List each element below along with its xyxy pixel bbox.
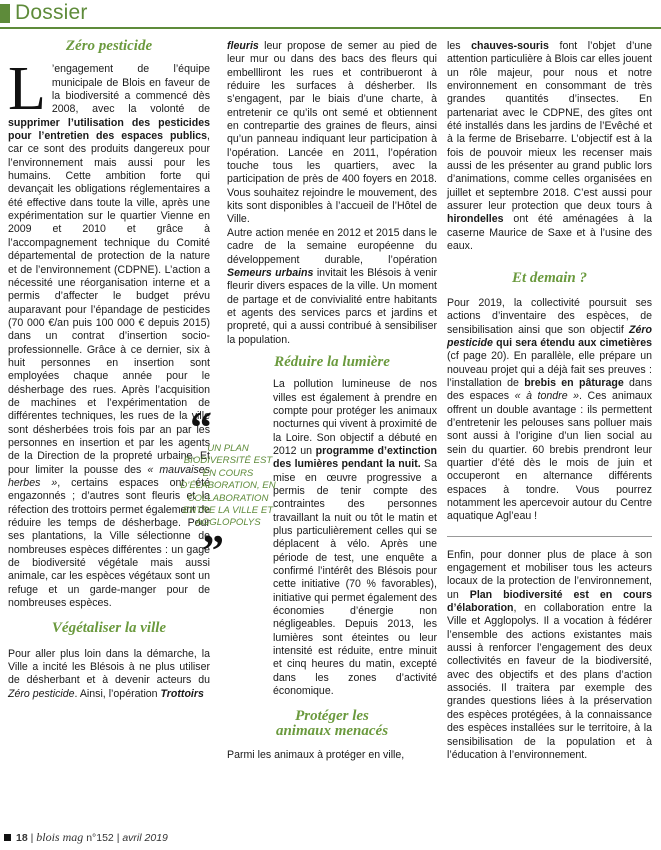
paragraph-proteger: Parmi les animaux à protéger en ville, [227,748,405,761]
section-marker-icon [0,4,10,23]
heading-vegetaliser: Végétaliser la ville [51,620,167,637]
column-1 [8,40,210,701]
section-title: Dossier [15,1,88,24]
footer-square-icon [4,834,11,841]
page-footer: 18 | blois mag n°152 | avril 2019 [0,829,661,850]
header-divider [0,27,661,29]
paragraph-vegetaliser: Pour aller plus loin dans la démarche, la Ville a incité les Blésois à ne plus utiliser de désherbant et à devenir acteurs du Zéro pesticide. Ainsi, l’opération Trottoirs [8,647,210,700]
issue-number: n°152 [86,832,114,844]
paragraph-semeurs: Autre action menée en 2012 et 2015 dans le cadre de la semaine européenne du développement durable, l’opération Semeurs urbains invitait les Blésois à venir fleurir divers espaces de la ville. Un moment de partage et de convivialité entre habitants et agents des services parcs et jardins et propreté, qui a aussi contribué à sensibiliser la population. [227,226,437,346]
close-quote-icon: ” [202,525,224,575]
paragraph-trottoirs: fleuris leur propose de semer au pied de leur mur ou dans des bacs des fleurs qui embellliront les rues et contribueront à réduire les surfaces à désherber. Ils s’engagent, par le biais d’une charte, à entretenir ce qu’ils ont semé et obtiennent en contrepartie des graines de fleurs, ainsi qu’un panneau indiquant leur participation à l’opération. Lancée en 2011, l’opération touche tous les quartiers, avec la participation de près de 400 foyers en 2018. Vous souhaitez rejoindre le mouvement, des kits sont disponibles à l’accueil de l’Hôtel de Ville. [227,40,437,226]
paragraph-chauves-souris: les chauves-souris font l’objet d’une attention particulière à Blois car elles jouent un rôle majeur, pour nous et notre environnement en consommant de très grandes quantités d’insectes. En partenariat avec le CDPNE, des gîtes ont été installés dans les jardins de l’Evêché et à la ferme de Brisebarre. L’objectif est à la fois de pouvoir mieux les recenser mais aussi de les présenter au grand public lors d’animations, comme celles organisées en juillet et septembre 2018. C’est aussi pour assurer leur protection que deux tours à hirondelles ont été aménagées à la caserne Maurice de Saxe et à l’usine des eaux. [447,40,652,253]
drop-cap: L [8,55,46,124]
heading-reduire-lumiere: Réduire la lumière [274,353,390,370]
heading-zero-pesticide: Zéro pesticide [65,38,153,54]
pull-quote-text: UN PLAN BIODIVERSITÉ EST EN COURS D’ÉLABORATION, EN COLLABORATION ENTRE LA VILLE ET AGGLOPOLYS [180,443,276,529]
column-3 [447,40,652,762]
heading-et-demain: Et demain ? [511,269,587,286]
column-2 [227,40,437,762]
open-quote-icon: “ [190,403,212,452]
paragraph-zero-pesticide: L ’engagement de l’équipe municipale de Blois en faveur de la biodiversité a commencé dès 2008, avec la volonté de supprimer l’utilisation des pesticides pour l’entretien des espaces publics, car ce sont des produits dangereux pour l’environnement mais aussi pour les humains. Cette ambition forte qui devançait les obligations réglementaires a été effective dans toute la ville, après une expérimentation sur le quartier Vienne en 2009 et 2010 et grâce à l’accompagnement technique du Comité départemental de protection de la nature et de l’environnement (CDPNE). L’action a nécessité une réorganisation interne et a permis d’affecter le budget prévu auparavant pour l’épandage de pesticides (70 000 €/an puis 100 000 € depuis 2015) dans un contrat d’insertion socio-professionnelle. Grâce à ce dernier, six à huit personnes en insertion sont employées chaque année pour le désherbage des rues. Après l’acquisition de machines et l’expérimentation de différentes techniques, les rues de la ville sont désherbées trois fois par an par les personnes en insertion et par les agents de la Direction de la propreté urbaine. Et pour limiter la pousse des « mauvaises herbes », certains espaces ont été engazonnés ; d’autres sont fleuris et la réfection des trottoirs permet également de réduire les temps de désherbage. Pour ses plantations, la Ville sélectionne de nombreuses espèces différentes : un gage de biodiversité végétale mais aussi animale, car les espèces végétaux sont un refuge et un garde-manger pour de nombreuses espèces. [8,55,210,610]
page-number: 18 [16,832,28,844]
paragraph-plan-biodiversite: Enfin, pour donner plus de place à son engagement et mobiliser tous les acteurs locaux de la protection de l’environnement, un Plan biodiversité est en cours d’élaboration, en collaboration entre la Ville et Agglopolys. Il a vocation à fédérer l’ensemble des actions existantes mais aussi à renforcer l’engagement des deux collectivités en faveur de la biodiversité, avec des objectifs et des plans d’action associés. Il traitera par exemple des grandes questions liées à la préservation des espèces protégées, à la connaissance des espèces installées sur le territoire, à la sensibilisation de la population et à l’éducation à l’environnement. [447,548,652,761]
section-header [0,0,661,28]
paragraph-lumiere: La pollution lumineuse de nos villes est également à prendre en compte pour protéger les animaux nocturnes qui vivent à proximité de la Loire. Son objectif a débuté en 2012 un programme d’extinction des lumières pendant la nuit. Sa mise en œuvre progressive a permis de tenir compte des contraintes des personnes travaillant la nuit ou tôt le matin et plus particulièrement celles qui se déplacent à vélo. Après une période de test, une enquête a confirmé l’intérêt des Blésois pour cette initiative (70 % favorables), initiative qui permet également des économies d’énergie non négligeables. Depuis 2013, les lumières sont éteintes ou leur intensité est réduite, entre minuit et cinq heures du matin, excepté dans les zones d’activité économique. [273,378,437,698]
issue-date: avril 2019 [122,832,168,844]
heading-proteger: Protéger les animaux menacés [275,707,389,739]
paragraph-et-demain: Pour 2019, la collectivité poursuit ses actions d’inventaire des espèces, de sensibilisation ainsi que son objectif Zéro pesticide qui sera étendu aux cimetières (cf page 20). En parallèle, elle prépare un nouveau projet qui a déjà fait ses preuves : l’installation de brebis en pâturage dans des espaces « à tondre ». Ces animaux offrent un double avantage : ils permettent d’entretenir les pelouses sans polluer mais sont aussi à l’origine d’un lien social au sein du quartier. 60 brebis prendront leur quartier d’été dès le mois de juin et occuperont en alternance différents espaces à tondre. Vous pourrez notamment les apercevoir autour du Centre aquatique Agl’eau ! [447,296,653,523]
magazine-name: blois mag [36,830,84,844]
column-divider [447,524,652,537]
